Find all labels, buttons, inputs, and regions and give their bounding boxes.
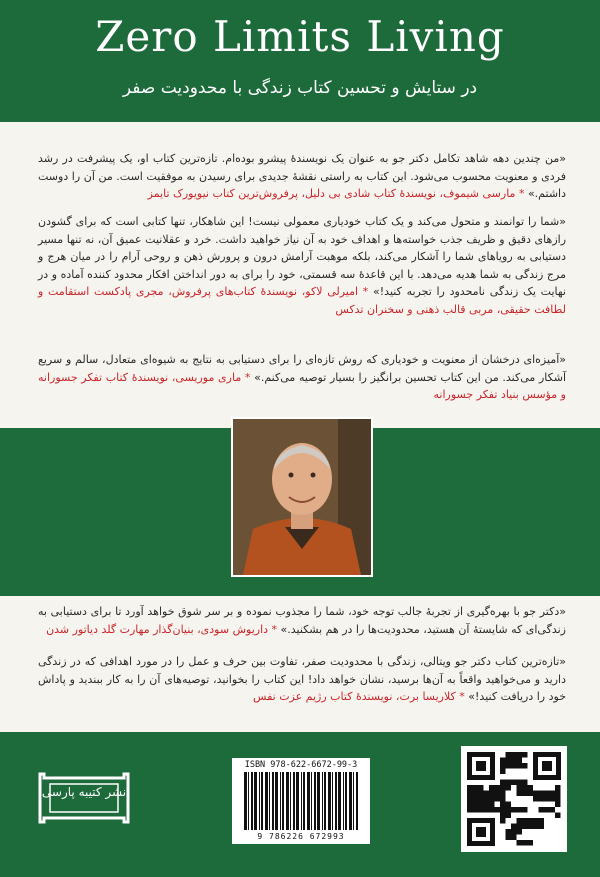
qr-module [484,791,490,797]
publisher-logo-icon [34,764,134,834]
barcode-bar [332,772,333,830]
barcode-bar [349,772,352,830]
qr-module [506,829,512,835]
endorsement-5 [38,653,566,706]
qr-module [555,796,561,802]
qr-module [478,791,484,797]
qr-module [473,796,479,802]
barcode-bar [301,772,302,830]
barcode-bar [280,772,281,830]
qr-module [517,758,523,764]
qr-module [506,802,512,808]
qr-module [478,796,484,802]
qr-module [522,780,528,786]
qr-module [522,824,528,830]
qr-module [539,807,545,813]
book-title: Zero Limits Living [95,12,505,61]
barcode-bar [272,772,274,830]
qr-module [517,791,523,797]
qr-module [506,813,512,819]
barcode-bar [269,772,270,830]
qr-module [533,818,539,824]
qr-module [539,824,545,830]
qr-module [522,840,528,846]
qr-module [500,791,506,797]
qr-module [555,813,561,819]
qr-module [533,791,539,797]
cover-header [0,0,600,122]
qr-module [473,802,479,808]
barcode-bar [248,772,249,830]
qr-module [555,802,561,808]
endorsement-quote: «دکتر جو با بهره‌گیری از تجربهٔ جالب توجه خود، شما را مجذوب نموده و بر سر شوق خواهد آورد تا برای دستیابی به زندگی‌ای که شایستهٔ آن هستید، محدودیت‌ها را در هم بشکنید.» [38,605,566,636]
qr-code-icon [461,746,567,852]
qr-module [500,818,506,824]
qr-module [511,824,517,830]
qr-module [489,785,495,791]
qr-module [528,840,534,846]
barcode-bar [324,772,326,830]
endorsement-attribution: * ماری موریسی، نویسندهٔ کتاب تفکر جسورانه و مؤسس بنیاد تفکر جسورانه [38,370,566,401]
qr-module [522,785,528,791]
barcode-bar [338,772,341,830]
qr-module [489,807,495,813]
qr-module [500,758,506,764]
barcode-bar [244,772,247,830]
barcode-bar [265,772,268,830]
qr-module [495,791,501,797]
qr-module [517,818,523,824]
qr-module [467,802,473,808]
qr-module [511,763,517,769]
qr-module [500,763,506,769]
qr-module [484,796,490,802]
qr-module [533,824,539,830]
qr-module [506,785,512,791]
qr-module [544,807,550,813]
qr-module [528,824,534,830]
endorsement-quote: «آمیزه‌ای درخشان از معنویت و خودیاری که روش تازه‌ای را برای دستیابی به نتایج به شیوه‌ای متعادل، سالم و سریع آشکار می‌کند. من این کتاب تحسین برانگیز را بسیار توصیه می‌کنم.» [38,353,567,384]
qr-module [467,785,473,791]
qr-module [511,752,517,758]
qr-module [511,807,517,813]
qr-module [517,752,523,758]
qr-module [473,785,479,791]
barcode-bar [353,772,354,830]
barcode-bar [307,772,310,830]
qr-module [511,758,517,764]
qr-module [539,818,545,824]
qr-module [484,802,490,808]
qr-module [511,829,517,835]
qr-module [467,791,473,797]
qr-module [517,824,523,830]
qr-module [517,829,523,835]
qr-module [489,802,495,808]
barcode-bar [282,772,284,830]
qr-module [522,818,528,824]
qr-module [539,791,545,797]
qr-module [500,796,506,802]
endorsement-attribution: * مارسی شیموف، نویسندهٔ کتاب شادی بی دلیل، پرفروش‌ترین کتاب نیویورک تایمز [147,187,525,200]
qr-module [467,796,473,802]
qr-module [517,785,523,791]
qr-module [506,835,512,841]
qr-module [500,807,506,813]
qr-module [478,785,484,791]
qr-module [555,785,561,791]
qr-module [522,763,528,769]
barcode-bar [293,772,295,830]
qr-module [528,818,534,824]
qr-module [544,796,550,802]
qr-module [517,763,523,769]
qr-module [489,791,495,797]
qr-module [495,807,501,813]
qr-module [506,758,512,764]
book-subtitle: در ستایش و تحسین کتاب زندگی با محدودیت صفر [122,78,478,98]
barcode-bar [251,772,253,830]
qr-module [517,840,523,846]
qr-module [528,785,534,791]
barcode-bar [303,772,305,830]
barcode-bar [259,772,260,830]
qr-module [528,791,534,797]
qr-module [500,769,506,775]
barcode-bar [356,772,358,830]
barcode-bar [328,772,331,830]
barcode-bar [254,772,257,830]
qr-module [489,796,495,802]
qr-module [500,802,506,808]
barcode-bar [311,772,312,830]
barcode-bar [286,772,289,830]
barcode-bar [261,772,263,830]
barcode-bar [345,772,347,830]
qr-module [533,796,539,802]
endorsement-quote: «شما را توانمند و متحول می‌کند و یک کتاب خودیاری معمولی نیست! این شاهکار، تنها کتابی است که برای گشودن رازهای دقیق و ظریف جذب خواسته‌ها و اهداف خود به آن نیاز خواهید داشت. خرد و عقلانیت عمیق آن، نه تنها مسیر دستیابی به رویاهای شما را آشکار می‌کند، بلکه موهبت آرامش درون و پرورش ذهن و روحی آرام را در میان هرج و مرج زندگی به شما هدیه می‌دهد. با این قاعدهٔ سه قسمتی، خود را برای به دور انداختن افکار محدود کننده آماده و در نهایت یک زندگی نامحدود را تجربه کنید!» [38,215,566,298]
author-photo [231,417,373,577]
qr-module [473,807,479,813]
isbn-text: ISBN 978-622-6672-99-3 [244,760,358,770]
qr-module [511,835,517,841]
endorsement-attribution: * کلاریسا برت، نویسندهٔ کتاب رژیم عزت نفس [253,690,465,703]
barcode-bar [317,772,320,830]
barcode-bar [275,772,278,830]
qr-module [539,796,545,802]
qr-module [500,813,506,819]
barcode-number: 9 786226 672993 [257,832,345,841]
qr-module [495,785,501,791]
isbn-barcode [232,758,370,844]
qr-module [522,807,528,813]
endorsement-2 [38,213,566,318]
qr-module [522,791,528,797]
qr-module [506,763,512,769]
qr-module [478,807,484,813]
endorsement-4 [38,603,566,638]
qr-module [550,796,556,802]
qr-module [500,785,506,791]
qr-module [506,807,512,813]
endorsement-3 [38,351,566,404]
barcode-bar [343,772,344,830]
qr-module [550,807,556,813]
barcode-bar [296,772,299,830]
qr-module [467,807,473,813]
qr-module [544,791,550,797]
endorsement-attribution: * داریوش سودی، بنیان‌گذار مهارت گلد دیاتور شدن [46,622,278,636]
endorsement-1 [38,150,566,203]
author-portrait-illustration [233,419,371,575]
qr-module [506,752,512,758]
qr-module [517,780,523,786]
qr-module [517,807,523,813]
qr-module [495,796,501,802]
barcode-bar [314,772,316,830]
barcode-bar [290,772,291,830]
barcode-bar [335,772,337,830]
barcode-bar [322,772,323,830]
qr-module [506,780,512,786]
endorsement-attribution: * امیرلی لاکو، نویسندهٔ کتاب‌های پرفروش، مجری پادکست استقامت و لطافت حقیقی، مربی قالب ذهنی و سخنران تدکس [38,285,566,316]
qr-module [478,802,484,808]
qr-module [555,791,561,797]
qr-module [522,752,528,758]
endorsement-quote: «تازه‌ترین کتاب دکتر جو ویتالی، زندگی با محدودیت صفر، تفاوت بین حرف و عمل را در مورد اهدافی که در زندگی دارید و می‌خواهید واقعاً به آن‌ها برسید، نشان خواهد داد! این کتاب را بخوانید، توصیه‌های آن را به کار ببندید و پاداش خود را دریافت کنید!» [38,655,566,703]
publisher-name: نشر کتیبه پارسی [41,785,127,799]
qr-module [550,791,556,797]
qr-module [500,780,506,786]
qr-module [511,780,517,786]
endorsement-quote: «من چندین دهه شاهد تکامل دکتر جو به عنوان یک نویسندهٔ پیشرو بوده‌ام. تازه‌ترین کتاب او، یک پیشرفت در رشد فردی و معنویت محسوب می‌شود. این کتاب به راستی نقشهٔ جدیدی برای رسیدن به موفقیت است. من آن را دوست داشتم.» [38,152,566,200]
qr-module [484,807,490,813]
qr-module [473,791,479,797]
